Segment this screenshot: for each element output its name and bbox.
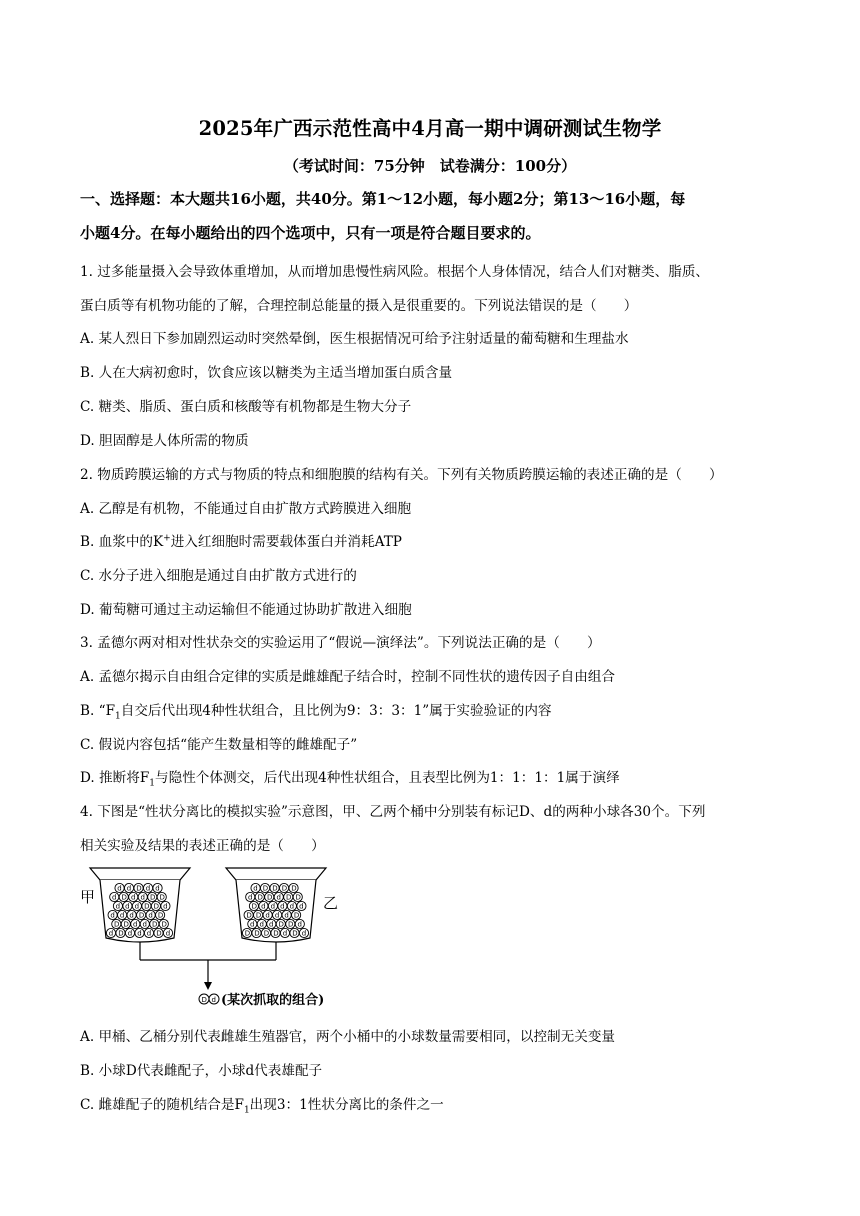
ball-letter: D (278, 920, 284, 929)
q4-option-c: C. 雌雄配子的随机结合是$F_1$出现3：1性状分离比的条件之一 (80, 1097, 444, 1116)
ball-letter: d (247, 893, 253, 902)
q1-stem-line1: 1. 过多能量摄入会导致体重增加，从而增加患慢性病风险。根据个人身体情况，结合人们对糖类、脂质、 (80, 264, 710, 280)
ball-letter: D (263, 929, 270, 938)
ball-letter: d (126, 884, 132, 893)
ball-letter: d (129, 911, 134, 920)
q2-option-a: A. 乙醇是有机物，不能通过自由扩散方式跨膜进入细胞 (80, 501, 412, 517)
bucket-jia-label: 甲 (80, 888, 96, 906)
q2-stem: 2. 物质跨膜运输的方式与物质的特点和细胞膜的结构有关。下列有关物质跨膜运输的表述正确的是（ ） (80, 467, 723, 483)
exam-title: 2025年广西示范性高中4月高一期中调研测试生物学 (198, 117, 662, 140)
ball-letter: D (257, 893, 263, 902)
q4-stem-line2: 相关实验及结果的表述正确的是（ ） (80, 838, 325, 854)
ball-letter: d (145, 884, 151, 893)
bucket-yi-label: 乙 (323, 894, 339, 912)
ball-letter: D (152, 920, 158, 929)
ball-letter: D (272, 884, 278, 893)
q4-option-a: A. 甲桶、乙桶分别代表雌雄生殖器官，两个小桶中的小球数量需要相同，以控制无关变量 (80, 1029, 616, 1045)
ball-letter: d (119, 911, 125, 920)
q4-option-b: B. 小球D代表雌配子，小球d代表雄配子 (80, 1063, 323, 1079)
ball-letter: D (281, 884, 288, 893)
ball-letter: D (123, 920, 129, 929)
q2-option-c: C. 水分子进入细胞是通过自由扩散方式进行的 (80, 568, 357, 584)
ball-letter: D (255, 911, 262, 920)
ball-letter: d (269, 920, 274, 929)
q2-option-d: D. 葡萄糖可通过主动运输但不能通过协助扩散进入细胞 (80, 602, 412, 618)
q1-option-c: C. 糖类、脂质、蛋白质和核酸等有机物都是生物大分子 (80, 399, 412, 415)
ball-letter: d (137, 929, 142, 938)
ball-letter: D (118, 929, 124, 938)
q1-option-d: D. 胆固醇是人体所需的物质 (80, 433, 249, 449)
ball-letter: d (274, 911, 280, 920)
ball-letter: d (140, 893, 145, 902)
ball-letter: d (127, 929, 133, 938)
ball-letter: d (253, 884, 258, 893)
q1-option-a: A. 某人烈日下参加剧烈运动时突然晕倒，医生根据情况可给予注射适量的葡萄糖和生理盐水 (80, 331, 629, 347)
ball-letter: D (157, 911, 164, 920)
ball-letter: d (111, 893, 117, 902)
ball-letter: d (108, 929, 114, 938)
ball-letter: d (297, 920, 302, 929)
ball-letter: D (273, 929, 279, 938)
ball-letter: D (156, 929, 162, 938)
ball-letter: D (251, 902, 258, 911)
ball-letter: d (282, 929, 288, 938)
ball-letter: D (114, 920, 120, 929)
section-heading-line2: 小题4分。在每小题给出的四个选项中，只有一项是符合题目要求的。 (80, 224, 541, 242)
combo-ball-d: d (211, 996, 216, 1004)
combo-caption: (某次抓取的组合) (221, 993, 325, 1008)
ball-letter: D (293, 911, 300, 920)
ball-letter: d (146, 929, 152, 938)
ball-letter: d (148, 911, 153, 920)
q3-option-d: D. 推断将$F_1$与隐性个体测交，后代出现4种性状组合，且表型比例为1：1：1：1属于演绎 (80, 770, 620, 789)
q1-option-b: B. 人在大病初愈时，饮食应该以糖类为主适当增加蛋白质含量 (80, 365, 453, 381)
ball-letter: d (261, 902, 266, 911)
ball-letter: d (250, 920, 255, 929)
ball-letter: d (259, 920, 264, 929)
ball-letter: D (121, 893, 127, 902)
ball-letter: D (262, 884, 269, 893)
ball-letter: D (246, 911, 252, 920)
ball-letter: d (115, 902, 121, 911)
ball-letter: D (254, 929, 260, 938)
ball-letter: d (155, 884, 160, 893)
ball-letter: D (288, 920, 294, 929)
q2-option-b: B. 血浆中的K+进入红细胞时需要载体蛋白并消耗ATP (80, 533, 402, 550)
ball-letter: d (133, 920, 138, 929)
ball-letter: D (153, 902, 160, 911)
combo-ball-D: D (201, 996, 207, 1004)
ball-letter: D (244, 929, 251, 938)
ball-letter: D (292, 929, 298, 938)
ball-letter: D (295, 893, 301, 902)
section-heading-line1: 一、选择题：本大题共16小题，共40分。第1～12小题，每小题2分；第13～16小题，每 (80, 190, 686, 208)
ball-letter: D (136, 884, 142, 893)
ball-letter: D (144, 902, 150, 911)
q3-option-c: C. 假说内容包括“能产生数量相等的雌雄配子” (80, 737, 358, 753)
q4-stem-line1: 4. 下图是“性状分离比的模拟实验”示意图，甲、乙两个桶中分别装有标记D、d的两种小球各30个。下列 (80, 804, 706, 820)
q3-stem: 3. 孟德尔两对相对性状杂交的实验运用了“假说—演绎法”。下列说法正确的是（ ） (80, 635, 601, 651)
ball-letter: d (284, 911, 289, 920)
ball-letter: d (280, 902, 285, 911)
q3-option-a: A. 孟德尔揭示自由组合定律的实质是雌雄配子结合时，控制不同性状的遗传因子自由组合 (80, 669, 616, 685)
ball-letter: d (289, 902, 295, 911)
ball-letter: d (125, 902, 130, 911)
ball-letter: d (117, 884, 122, 893)
ball-letter: d (265, 911, 270, 920)
q1-stem-line2: 蛋白质等有机物功能的了解，合理控制总能量的摄入是很重要的。下列说法错误的是（ ） (80, 298, 638, 314)
ball-letter: D (159, 893, 165, 902)
ball-letter: d (270, 902, 276, 911)
ball-letter: D (266, 893, 273, 902)
ball-letter: D (161, 920, 167, 929)
ball-letter: D (138, 911, 145, 920)
ball-letter: d (299, 902, 304, 911)
ball-letter: D (285, 893, 292, 902)
exam-subtitle: （考试时间：75分钟 试卷满分：100分） (283, 157, 577, 175)
ball-letter: d (134, 902, 140, 911)
bucket-diagram (80, 860, 380, 1020)
ball-letter: d (301, 929, 307, 938)
ball-letter: d (130, 893, 136, 902)
ball-letter: d (165, 929, 171, 938)
ball-letter: D (149, 893, 156, 902)
ball-letter: D (291, 884, 297, 893)
q3-option-b: B. “$F_1$自交后代出现4种性状组合，且比例为9：3：3：1”属于实验验证的内容 (80, 703, 552, 722)
ball-letter: d (163, 902, 168, 911)
ball-letter: d (142, 920, 147, 929)
ball-letter: d (110, 911, 115, 920)
ball-letter: d (276, 893, 281, 902)
